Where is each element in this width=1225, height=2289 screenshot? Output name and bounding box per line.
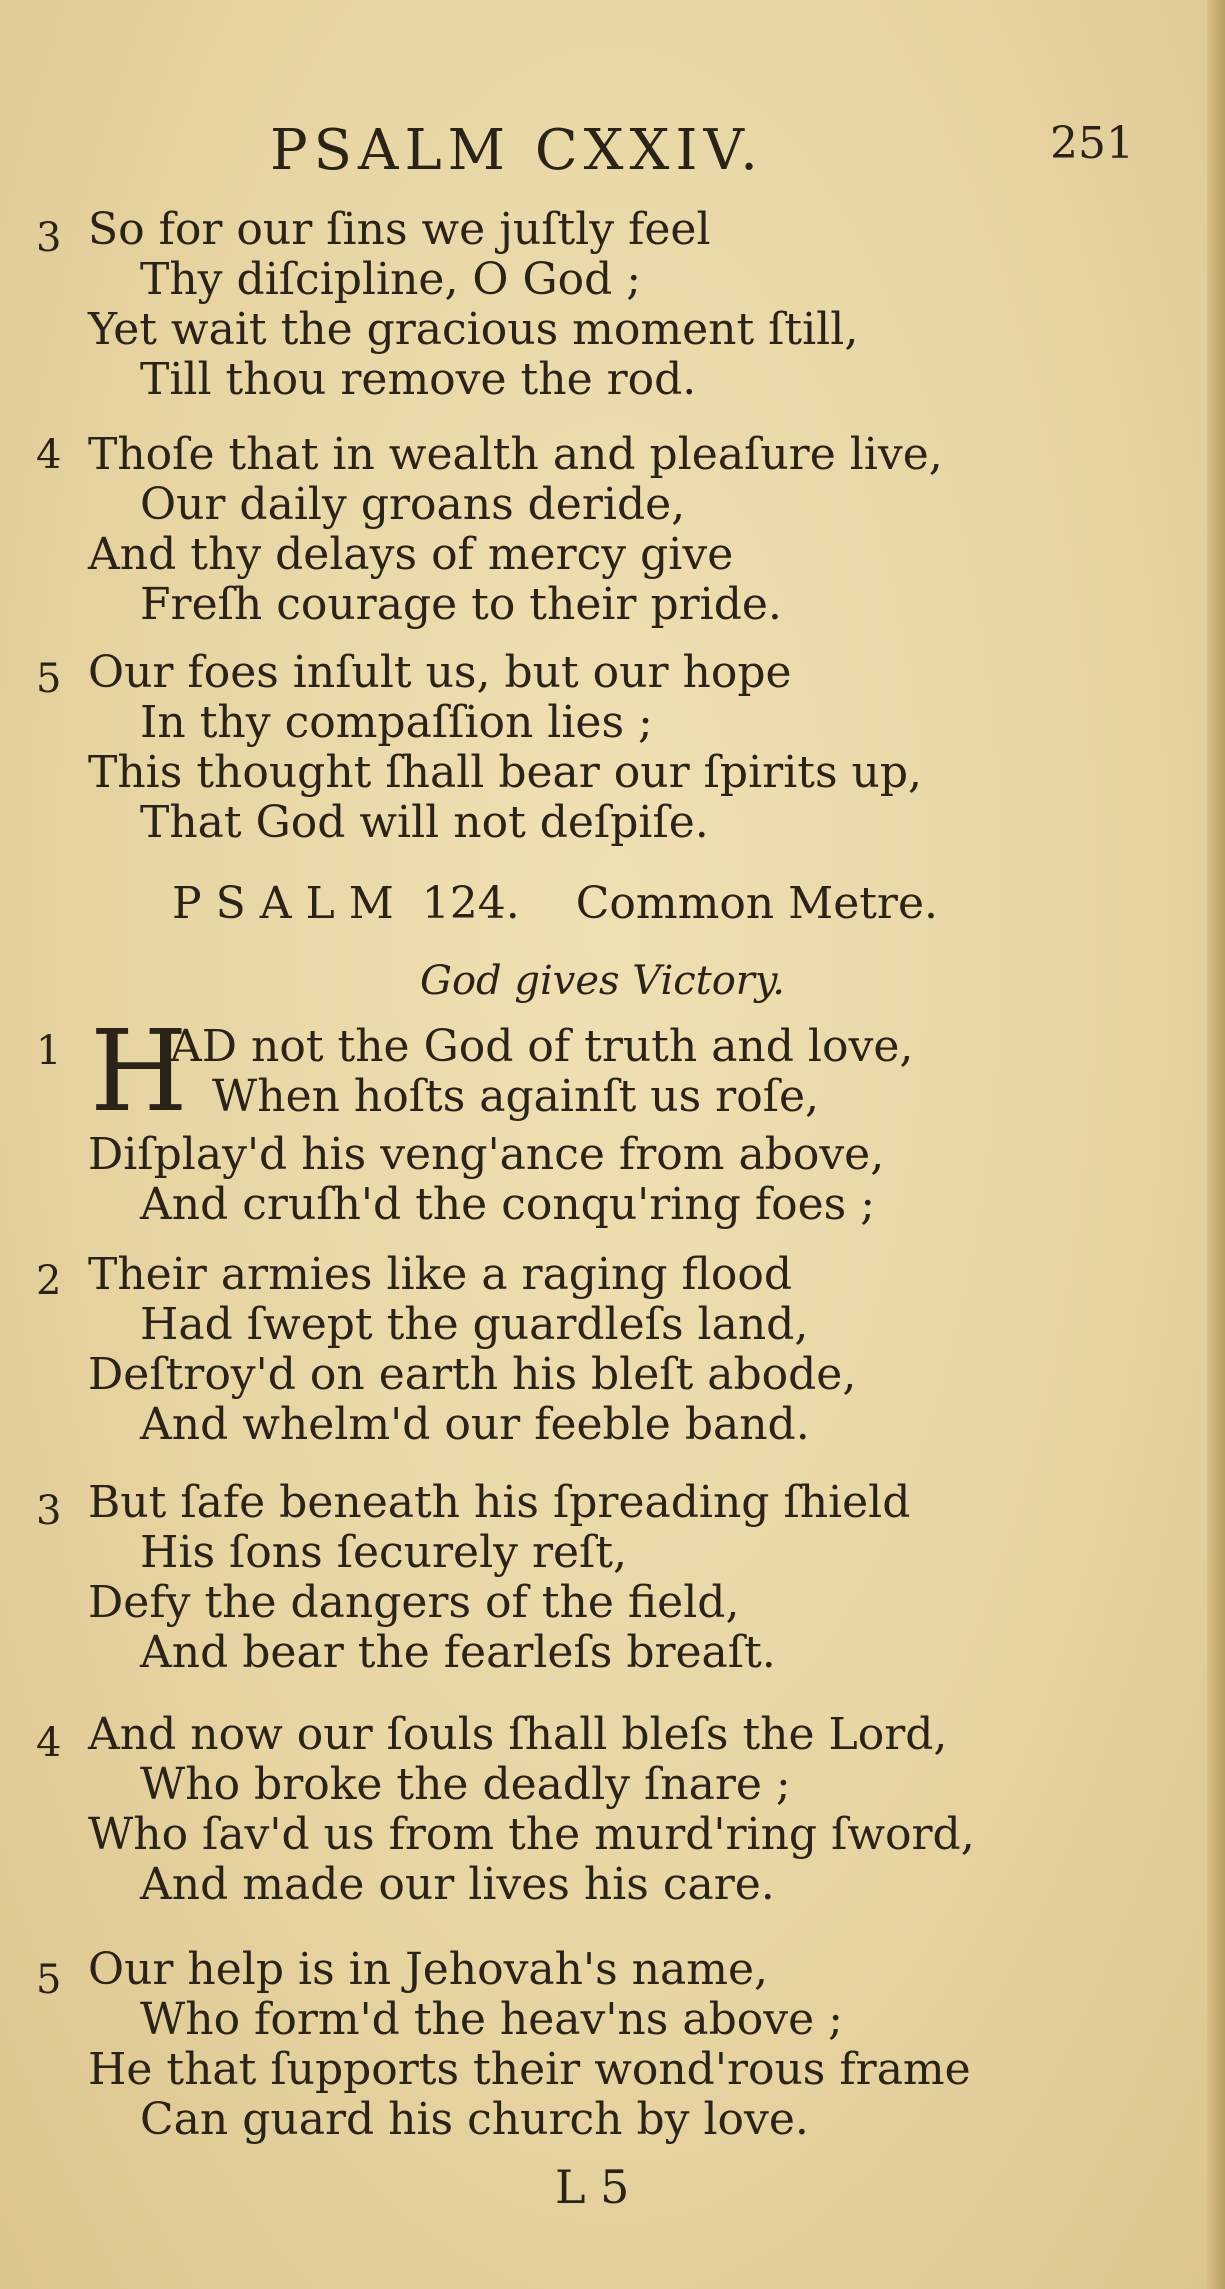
verse-line: Deſtroy'd on earth his bleſt abode, — [88, 1349, 857, 1400]
verse-line: And made our lives his care. — [140, 1859, 775, 1910]
psalm-metre: Common Metre. — [575, 878, 938, 929]
stanza-number: 5 — [36, 1957, 62, 2003]
stanza-number: 4 — [36, 432, 62, 478]
verse-line: He that ſupports their wond'rous frame — [88, 2044, 971, 2095]
verse-line: Till thou remove the rod. — [140, 354, 697, 405]
verse-line: Thy diſcipline, O God ; — [140, 254, 642, 305]
verse-line: AD not the God of truth and love, — [170, 1021, 914, 1072]
stanza-number: 3 — [36, 215, 62, 261]
stanza-number: 3 — [36, 1488, 62, 1534]
verse-line: Had ſwept the guardleſs land, — [140, 1299, 809, 1350]
drop-cap: H — [90, 1007, 188, 1137]
verse-line: And now our ſouls ſhall bleſs the Lord, — [88, 1709, 948, 1760]
verse-line: Thoſe that in wealth and pleaſure live, — [88, 429, 943, 480]
page-number: 251 — [1050, 118, 1134, 169]
verse-line: Who ſav'd us from the murd'ring ſword, — [88, 1809, 975, 1860]
stanza-number: 5 — [36, 656, 62, 702]
page-edge — [1207, 0, 1225, 2289]
verse-line: Their armies like a raging flood — [88, 1249, 793, 1300]
verse-line: Our daily groans deride, — [140, 479, 686, 530]
page-header — [0, 118, 1225, 198]
stanza-number: 1 — [36, 1028, 62, 1074]
verse-line: In thy compaſſion lies ; — [140, 697, 653, 748]
verse-line: But ſafe beneath his ſpreading ſhield — [88, 1477, 911, 1528]
signature-mark: L 5 — [555, 2160, 630, 2214]
verse-line: Our foes inſult us, but our hope — [88, 647, 792, 698]
verse-line: So for our ſins we juſtly feel — [88, 204, 711, 255]
verse-line: And cruſh'd the conqu'ring foes ; — [140, 1179, 876, 1230]
verse-line: This thought ſhall bear our ſpirits up, — [88, 747, 923, 798]
psalm-heading — [172, 878, 938, 929]
verse-line: Defy the dangers of the field, — [88, 1577, 740, 1628]
verse-line: Diſplay'd his veng'ance from above, — [88, 1129, 885, 1180]
psalm-label: PSALM — [172, 878, 408, 929]
running-title: PSALM CXXIV. — [270, 118, 764, 183]
verse-line: When hoſts againſt us roſe, — [212, 1071, 820, 1122]
verse-line: Our help is in Jehovah's name, — [88, 1944, 768, 1995]
psalm-subtitle: God gives Victory. — [420, 958, 785, 1004]
verse-line: That God will not deſpiſe. — [140, 797, 709, 848]
verse-line: Yet wait the gracious moment ſtill, — [88, 304, 859, 355]
verse-line: Who form'd the heav'ns above ; — [140, 1994, 843, 2045]
stanza-number: 4 — [36, 1720, 62, 1766]
psalm-number: 124. — [421, 878, 520, 929]
verse-line: Freſh courage to their pride. — [140, 579, 782, 630]
verse-line: And whelm'd our feeble band. — [140, 1399, 810, 1450]
verse-line: His ſons ſecurely reſt, — [140, 1527, 628, 1578]
verse-line: And thy delays of mercy give — [88, 529, 734, 580]
stanza-number: 2 — [36, 1258, 62, 1304]
verse-line: Who broke the deadly ſnare ; — [140, 1759, 791, 1810]
verse-line: And bear the fearleſs breaſt. — [140, 1627, 776, 1678]
verse-line: Can guard his church by love. — [140, 2094, 809, 2145]
